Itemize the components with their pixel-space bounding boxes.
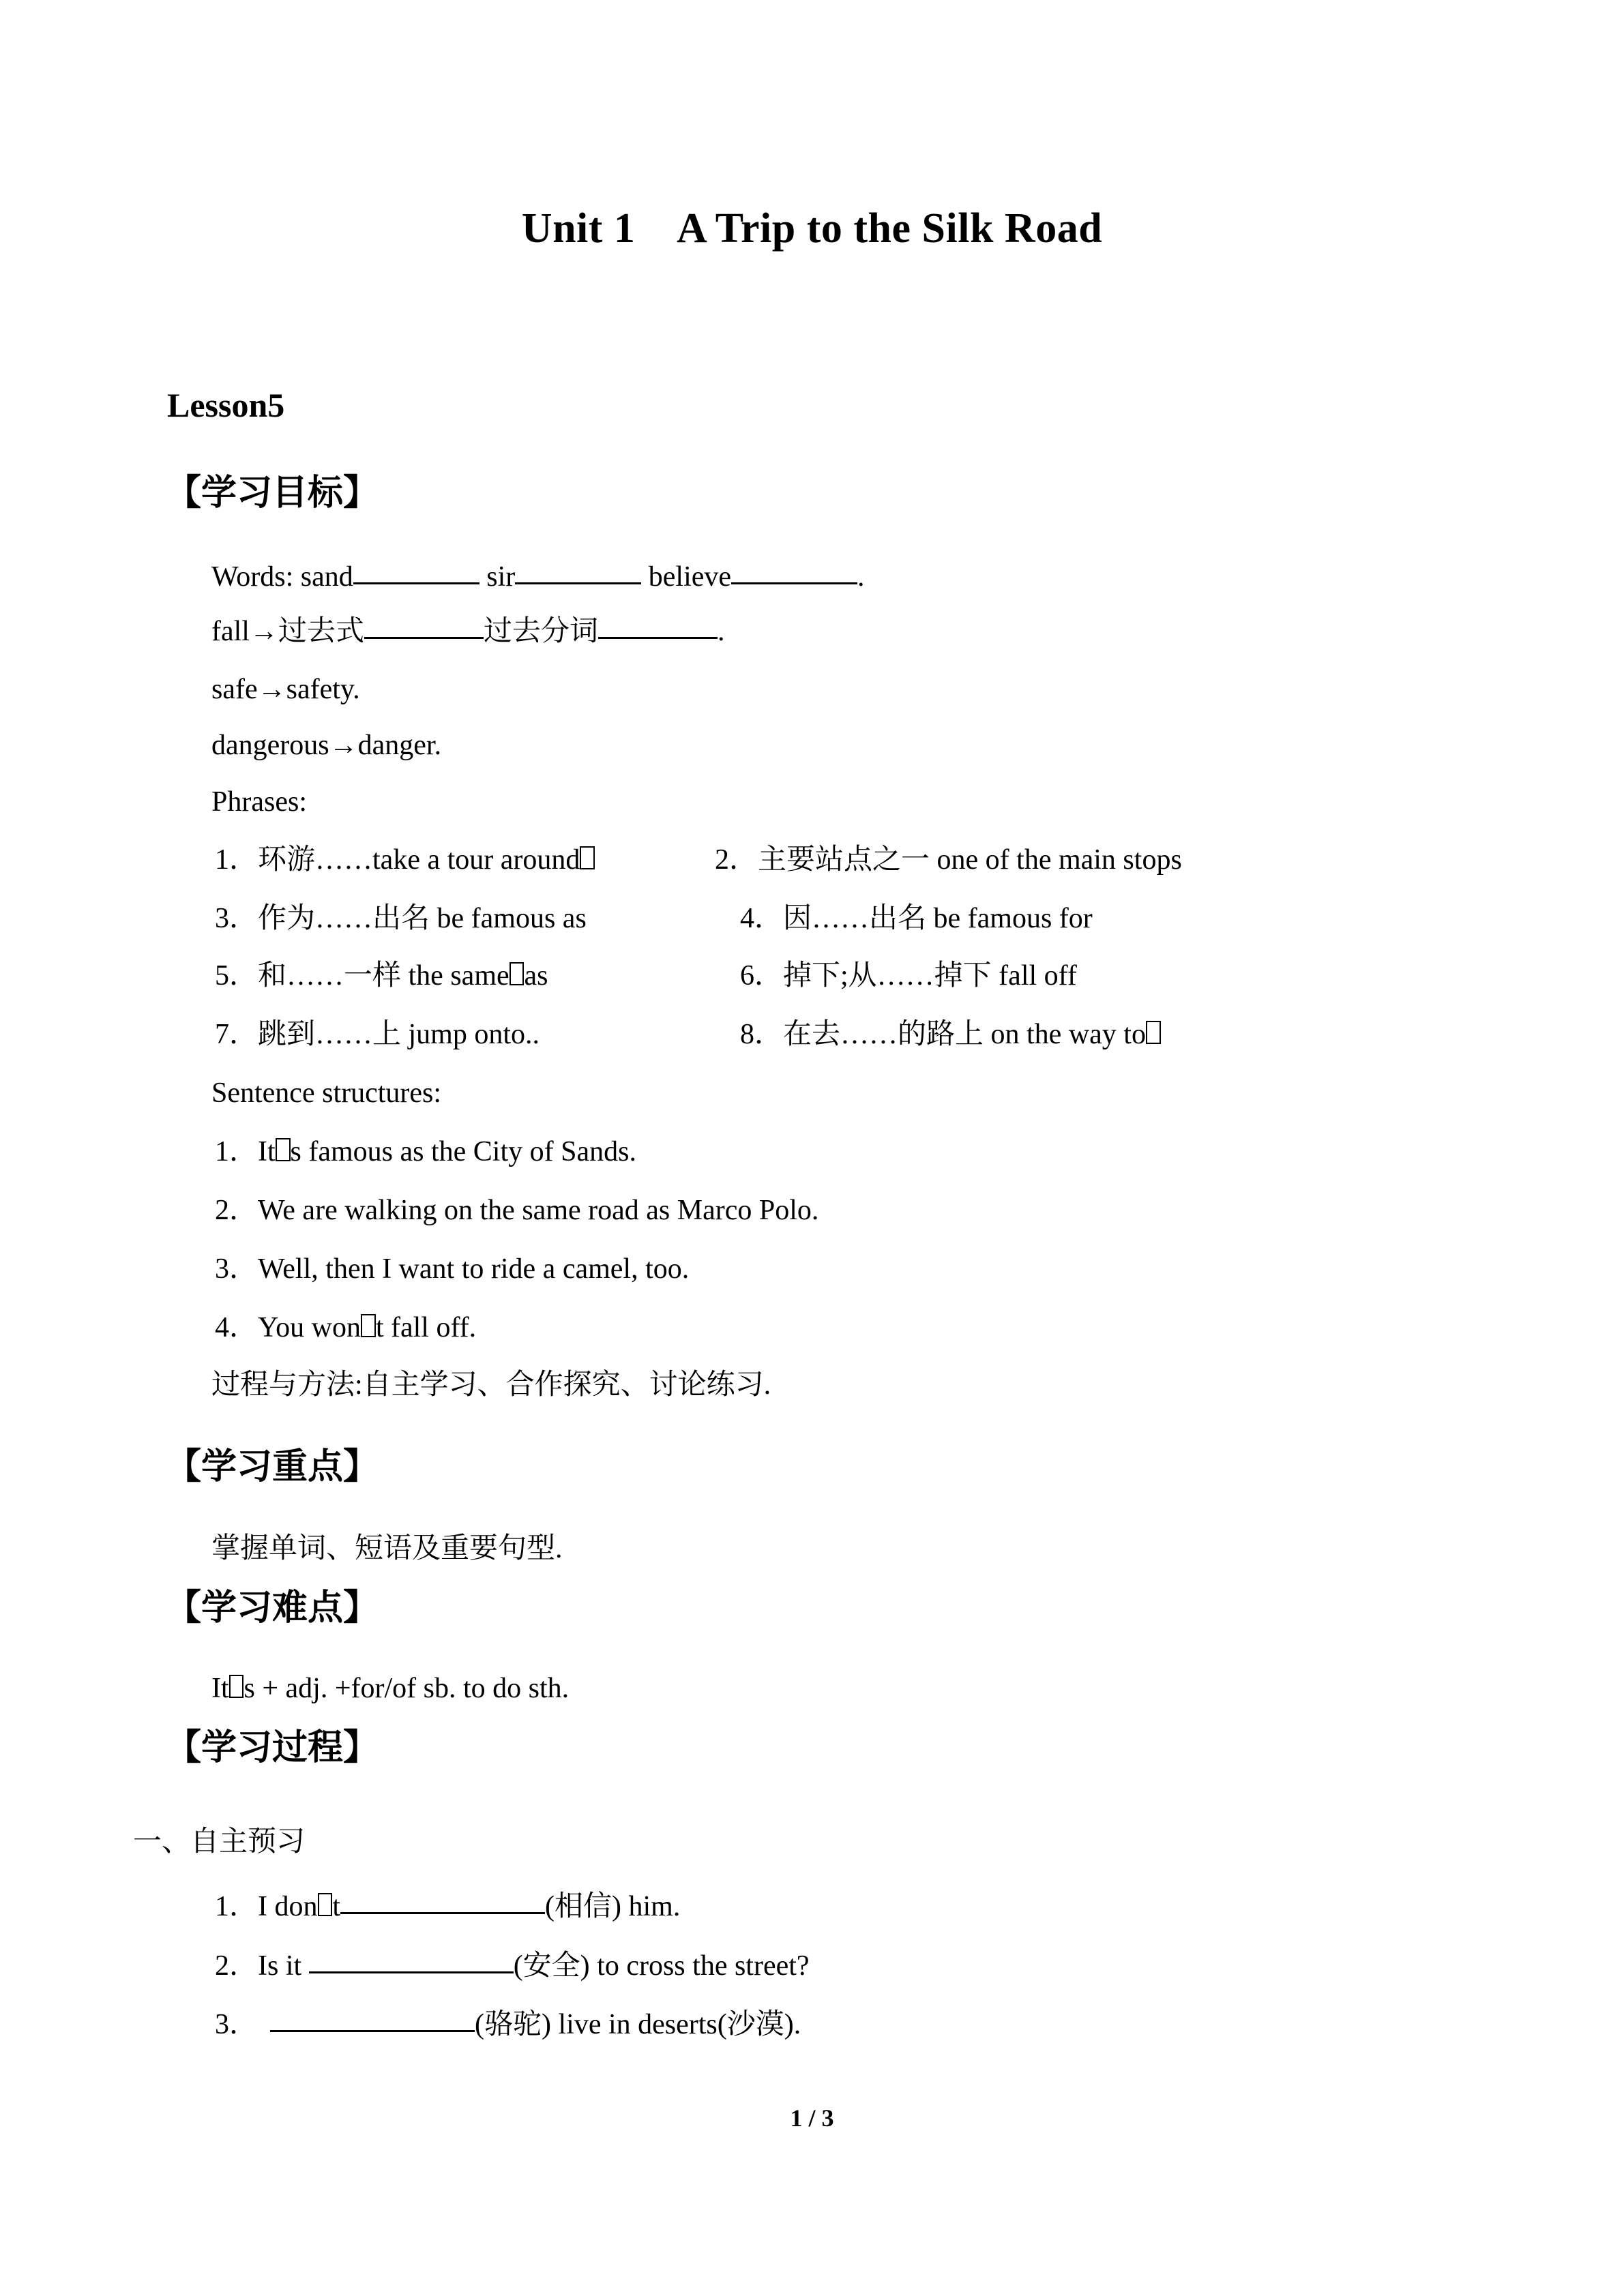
phrase-text-5-pre: 和……一样 the same [258,960,510,992]
phrase-num-6: 6． [740,960,784,992]
fall-period: . [717,616,725,647]
missing-glyph-icon [1146,1021,1161,1044]
structure-item-3 [215,1255,689,1283]
difficulties-body-post: s + adj. +for/of sb. to do sth. [243,1673,570,1704]
fall-past-label: fall→过去式 [211,616,364,647]
missing-glyph-icon [510,962,525,985]
blank-fall-participle [598,637,718,639]
exercise-item-3 [215,2010,801,2039]
phrase-text-8: 在去……的路上 on the way to [783,1019,1146,1050]
structure-text-3: Well, then I want to ride a camel, too. [258,1253,690,1285]
words-line [211,563,865,591]
phrase-item-2 [715,846,1182,874]
phrase-num-3: 3． [215,903,259,934]
phrase-text-4: 因……出名 be famous for [783,903,1093,934]
blank-sir [515,582,641,584]
exercise-text-3-post: (骆驼) live in deserts(沙漠). [475,2009,801,2040]
dangerous-line: dangerous→danger. [211,730,442,761]
phrase-item-5 [215,961,548,990]
phrase-item-7 [215,1020,540,1049]
safe-line: safe→safety. [211,674,360,705]
difficulties-body-pre: It [211,1673,229,1704]
exercise-text-1-post: (相信) him. [545,1891,681,1922]
heading-key-points: 【学习重点】 [166,1448,379,1487]
structure-num-4: 4． [215,1312,259,1343]
difficulties-body [211,1674,569,1703]
phrase-text-6: 掉下;从……掉下 fall off [783,960,1077,992]
phrase-num-7: 7． [215,1019,259,1050]
missing-glyph-icon [229,1675,244,1698]
exercise-item-1 [215,1892,680,1921]
blank-fall-past [364,637,484,639]
phrase-num-8: 8． [740,1019,784,1050]
fall-line [211,617,724,646]
structure-item-4 [215,1313,476,1342]
sentence-structures-label: Sentence structures: [211,1077,442,1109]
structure-num-2: 2． [215,1195,259,1226]
key-points-body: 掌握单词、短语及重要句型. [211,1533,563,1564]
phrase-num-5: 5． [215,960,259,992]
phrase-item-8 [740,1020,1161,1049]
words-label: Words: sand [211,561,353,593]
structure-text-1-post: s famous as the City of Sands. [290,1136,636,1167]
structure-text-4-post: t fall off. [375,1312,477,1343]
blank-answer-3[interactable] [270,2030,475,2032]
phrase-text-2: 主要站点之一 one of the main stops [758,844,1182,876]
structure-item-2 [215,1196,818,1225]
phrase-text-3: 作为……出名 be famous as [258,903,587,934]
structure-text-2: We are walking on the same road as Marco Polo. [258,1195,819,1226]
missing-glyph-icon [361,1314,376,1337]
missing-glyph-icon [276,1138,291,1161]
exercise-num-3: 3． [215,2009,259,2040]
blank-answer-1[interactable] [340,1912,545,1914]
phrase-item-6 [740,961,1077,990]
structure-text-1-pre: It [258,1136,276,1167]
structure-num-1: 1． [215,1136,259,1167]
phrases-label: Phrases: [211,786,307,818]
blank-answer-2[interactable] [309,1971,514,1973]
structure-item-1 [215,1137,636,1166]
subsection-self-study: 一、自主预习 [133,1826,306,1858]
exercise-text-2-post: (安全) to cross the street? [513,1950,810,1982]
fall-participle-label: 过去分词 [483,616,598,647]
phrase-item-1 [215,846,595,874]
exercise-num-2: 2． [215,1950,259,1982]
phrase-num-1: 1． [215,844,259,876]
exercise-item-2 [215,1952,810,1980]
exercise-num-1: 1． [215,1891,259,1922]
word-sir: sir [486,561,516,593]
page-title: Unit 1 A Trip to the Silk Road [521,205,1103,252]
phrase-num-2: 2． [715,844,758,876]
words-period: . [857,561,865,593]
phrase-text-7: 跳到……上 jump onto.. [258,1019,540,1050]
blank-believe [731,582,857,584]
heading-process: 【学习过程】 [166,1729,379,1768]
phrase-item-4 [740,904,1093,933]
blank-sand [353,582,479,584]
phrase-num-4: 4． [740,903,784,934]
structure-text-4-pre: You won [258,1312,361,1343]
page-number-footer: 1 / 3 [790,2104,834,2132]
missing-glyph-icon [318,1893,333,1916]
method-line: 过程与方法:自主学习、合作探究、讨论练习. [211,1369,771,1401]
word-believe: believe [648,561,732,593]
exercise-text-1-pre: I don [258,1891,318,1922]
phrase-text-1: 环游……take a tour around [258,844,580,876]
structure-num-3: 3． [215,1253,259,1285]
heading-difficulties: 【学习难点】 [166,1589,379,1628]
exercise-text-1-mid: t [332,1891,341,1922]
missing-glyph-icon [580,846,595,869]
heading-learning-objectives: 【学习目标】 [166,474,379,513]
lesson-label: Lesson5 [167,386,285,424]
exercise-text-2-pre: Is it [258,1950,309,1982]
phrase-text-5-post: as [524,960,548,992]
phrase-item-3 [215,904,587,933]
